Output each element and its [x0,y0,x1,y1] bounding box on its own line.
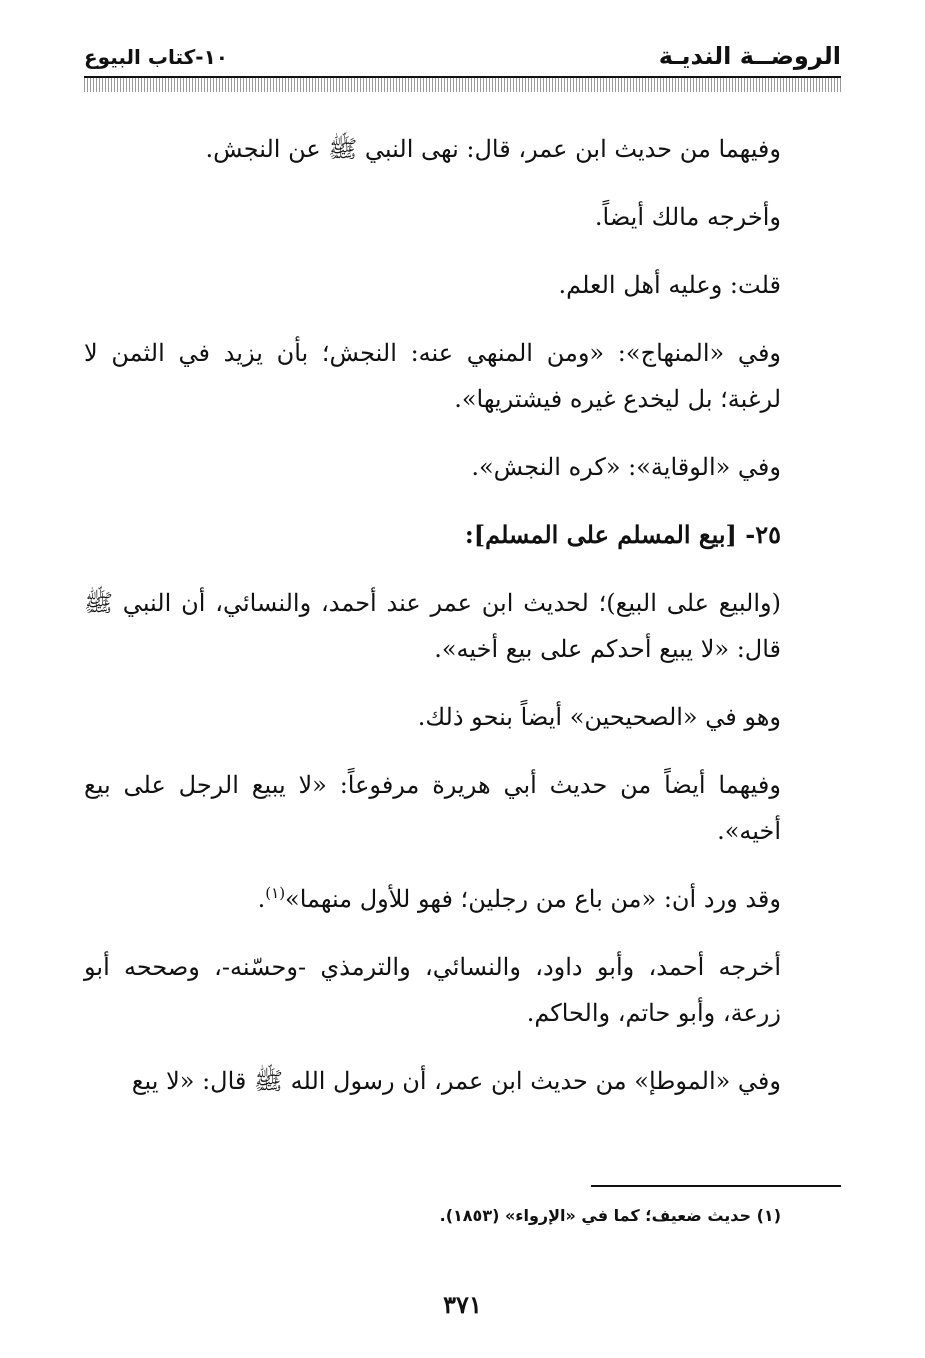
chapter-title: ١٠-كتاب البيوع [84,45,228,69]
paragraph: وفيهما من حديث ابن عمر، قال: نهى النبي ﷺ عن النجش. [205,135,781,163]
paragraph: قلت: وعليه أهل العلم. [558,271,781,299]
paragraph: وأخرجه مالك أيضاً. [594,203,781,231]
footnote-rule [591,1185,841,1187]
paragraph: (والبيع على البيع)؛ لحديث ابن عمر عند أحمد، والنسائي، أن النبي ﷺ قال: «لا يبيع أحدكم على بيع أخيه». [84,589,781,663]
page-body [84,126,841,1104]
paragraph: وفي «الموطإ» من حديث ابن عمر، أن رسول الله ﷺ قال: «لا يبع [131,1067,781,1095]
paragraph-with-footnote: وقد ورد أن: «من باع من رجلين؛ فهو للأول منهما»$^{(١)}$. [257,884,781,913]
page-number: ٣٧١ [443,1290,482,1319]
book-title: الروضــة النديـة [658,42,841,70]
paragraph: وفي «المنهاج»: «ومن المنهي عنه: النجش؛ بأن يزيد في الثمن لا لرغبة؛ بل ليخدع غيره فيشتريها». [84,339,781,413]
paragraph-text: وقد ورد أن: «من باع من رجلين؛ فهو للأول منهما» [285,885,781,913]
section-heading: ٢٥- [بيع المسلم على المسلم]: [464,520,781,549]
paragraph: وهو في «الصحيحين» أيضاً بنحو ذلك. [417,703,781,731]
paragraph: أخرجه أحمد، وأبو داود، والنسائي، والترمذي -وحسّنه-، وصححه أبو زرعة، وأبو حاتم، والحاكم. [84,953,781,1027]
footnote-marker[interactable]: (١) [265,884,286,902]
header-rule [84,76,841,92]
footnote: (١) حديث ضعيف؛ كما في «الإرواء» (١٨٥٣). [439,1206,781,1225]
running-header [84,40,841,74]
paragraph: وفيهما أيضاً من حديث أبي هريرة مرفوعاً: «لا يبيع الرجل على بيع أخيه». [84,771,781,845]
paragraph: وفي «الوقاية»: «كره النجش». [471,453,781,481]
